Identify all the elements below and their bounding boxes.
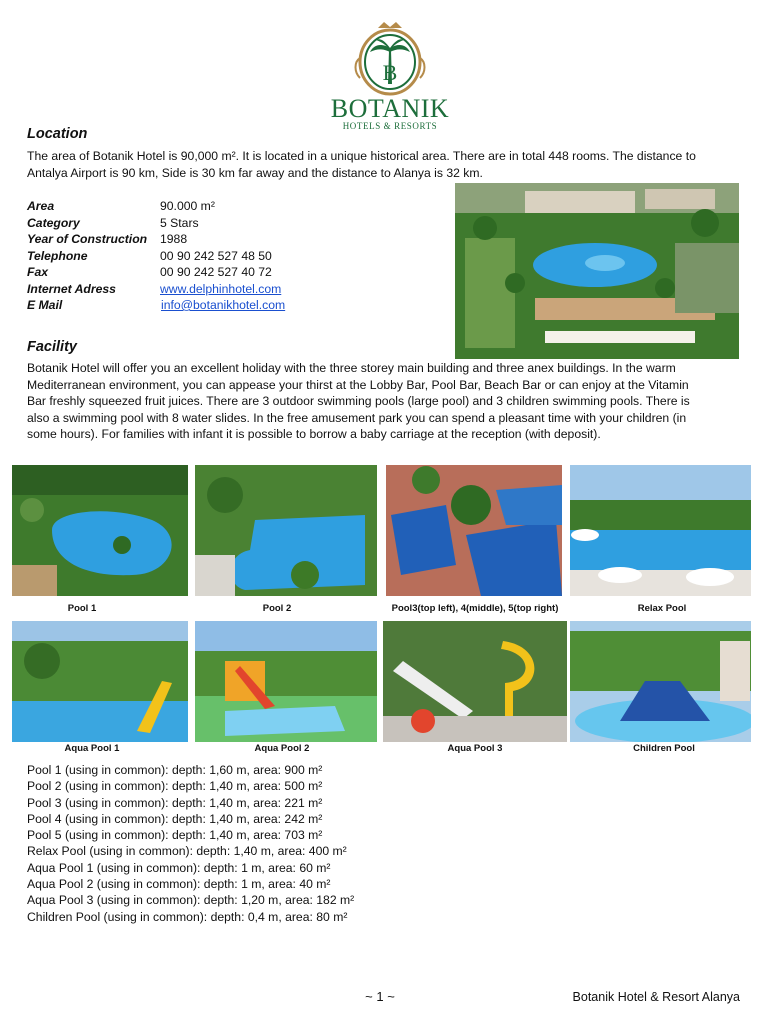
info-value: 90.000 m² <box>160 199 215 213</box>
info-row-fax <box>27 264 447 281</box>
pool-spec: Pool 5 (using in common): depth: 1,40 m, area: 703 m² <box>27 828 323 843</box>
info-row-telephone <box>27 248 447 265</box>
pool-spec: Pool 2 (using in common): depth: 1,40 m, area: 500 m² <box>27 779 323 794</box>
info-key: Internet Adress <box>27 281 116 296</box>
pool-spec: Aqua Pool 2 (using in common): depth: 1 m, area: 40 m² <box>27 877 331 892</box>
info-row-year <box>27 231 447 248</box>
facility-line: Botanik Hotel will offer you an excellent holiday with the three storey main building and three anex buildings. In the warm <box>27 361 676 375</box>
gallery-caption: Aqua Pool 2 <box>254 743 310 754</box>
info-key: Year of Construction <box>27 232 148 246</box>
facility-line: Bar freshly squeezed fruit juices. There are 3 outdoor swimming pools (large pool) and 3 children swimming pools. There is <box>27 394 690 408</box>
palm-crest-icon <box>340 18 440 98</box>
info-key: Area <box>27 199 55 213</box>
info-row-email <box>27 297 447 314</box>
info-row-category <box>27 215 447 232</box>
location-heading: Location <box>27 126 88 142</box>
info-key: Telephone <box>27 248 88 263</box>
email-link[interactable]: info@botanikhotel.com <box>161 298 286 312</box>
info-row-website <box>27 281 447 298</box>
location-line: Antalya Airport is 90 km, Side is 30 km far away and the distance to Alanya is 32 km. <box>27 165 483 180</box>
pool-spec: Aqua Pool 1 (using in common): depth: 1 m, area: 60 m² <box>27 860 331 875</box>
gallery-caption: Children Pool <box>633 743 695 754</box>
page-number: ~ 1 ~ <box>365 989 395 1004</box>
pool-spec: Pool 1 (using in common): depth: 1,60 m, area: 900 m² <box>27 763 323 777</box>
info-value: 5 Stars <box>160 215 199 230</box>
aerial-hotel-photo <box>455 183 739 359</box>
pool-spec: Children Pool (using in common): depth: 0,4 m, area: 80 m² <box>27 909 348 924</box>
gallery-caption: Pool 2 <box>262 603 292 614</box>
info-value: 1988 <box>160 232 188 246</box>
info-key: E Mail <box>27 298 63 312</box>
website-link[interactable]: www.delphinhotel.com <box>160 281 282 296</box>
pools-3-4-5-photo <box>386 465 562 596</box>
pool-spec: Relax Pool (using in common): depth: 1,40 m, area: 400 m² <box>27 844 347 859</box>
logo-subtitle: HOTELS & RESORTS <box>342 121 438 131</box>
gallery-caption: Relax Pool <box>637 603 687 614</box>
hotel-logo <box>330 18 450 131</box>
hotel-info-table <box>27 198 447 314</box>
aqua-pool-2-photo <box>195 621 377 742</box>
info-row-area <box>27 198 447 215</box>
facility-line: also a swimming pool with 8 water slides. In the free amusement park you can spend a pleasant time with your children (in <box>27 410 687 425</box>
facility-line: Mediterranean environment, you can appease your thirst at the Lobby Bar, Pool Bar, Beach Bar or can enjoy at the Vitamin <box>27 377 689 392</box>
aqua-pool-3-photo <box>383 621 567 742</box>
facility-line: some hours). For families with infant it is possible to borrow a baby carriage at the reception (with deposit). <box>27 427 601 441</box>
gallery-caption: Pool3(top left), 4(middle), 5(top right) <box>391 603 559 614</box>
pool-2-photo <box>195 465 377 596</box>
pool-1-photo <box>12 465 188 596</box>
info-value: 00 90 242 527 40 72 <box>160 265 272 279</box>
logo-name: BOTANIK <box>330 94 450 123</box>
location-line: The area of Botanik Hotel is 90,000 m². It is located in a unique historical area. There are in total 448 rooms. The distance to <box>27 149 696 163</box>
info-key: Category <box>27 215 80 230</box>
aqua-pool-1-photo <box>12 621 188 742</box>
location-paragraph <box>27 148 747 181</box>
pool-spec: Pool 3 (using in common): depth: 1,40 m, area: 221 m² <box>27 795 323 810</box>
info-key: Fax <box>27 265 49 279</box>
gallery-caption: Aqua Pool 3 <box>447 743 503 754</box>
logo-monogram: B <box>382 60 398 85</box>
footer-hotel-name: Botanik Hotel & Resort Alanya <box>572 990 740 1004</box>
pool-spec: Aqua Pool 3 (using in common): depth: 1,20 m, area: 182 m² <box>27 893 355 908</box>
pool-specs-list <box>27 762 447 925</box>
gallery-caption: Aqua Pool 1 <box>64 743 120 754</box>
facility-paragraph <box>27 360 747 443</box>
gallery-caption: Pool 1 <box>67 603 97 614</box>
pool-spec: Pool 4 (using in common): depth: 1,40 m, area: 242 m² <box>27 811 323 826</box>
relax-pool-photo <box>570 465 751 596</box>
facility-heading: Facility <box>27 339 77 355</box>
info-value: 00 90 242 527 48 50 <box>160 248 272 263</box>
children-pool-photo <box>570 621 751 742</box>
